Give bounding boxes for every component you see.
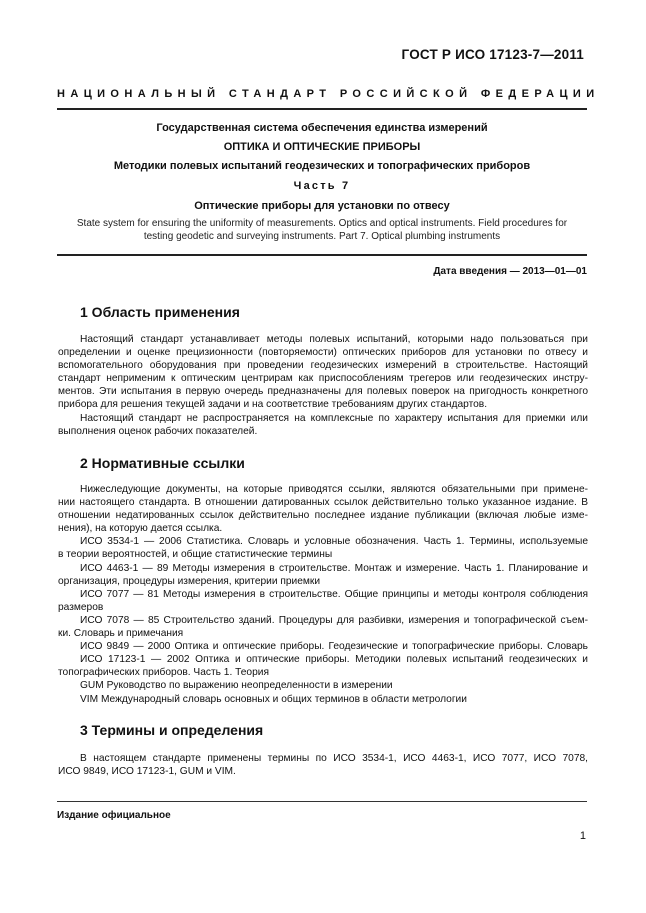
section-1-heading: 1 Область применения [80, 304, 240, 320]
optics-title: ОПТИКА И ОПТИЧЕСКИЕ ПРИБОРЫ [223, 141, 421, 153]
reference-line: VIM Международный словарь основных и общих терминов в области метрологии [80, 693, 467, 705]
text-line: стандарт неприменим к оптическим центрирам как приспособлениям трегеров или геодезических инстру- [58, 373, 588, 385]
footer-rule [57, 801, 587, 802]
section-2-body [58, 483, 588, 706]
system-title: Государственная система обеспечения единства измерений [156, 122, 488, 134]
english-title-line: testing geodetic and surveying instruments. Part 7. Optical plumbing instruments [143, 230, 501, 242]
reference-line: в теории вероятностей, и общие статистические термины [58, 549, 333, 561]
subject-title: Оптические приборы для установки по отвесу [194, 200, 450, 212]
reference-line: ИСО 4463-1 — 89 Методы измерения в строительстве. Монтаж и измерение. Часть 1. Планирование и [80, 562, 588, 574]
title-rule [57, 254, 587, 256]
text-line: ментов. Эти испытания в первую очередь предназначены для полевых поверок на пригодность конкретного [58, 386, 588, 398]
text-line: В настоящем стандарте применены термины по ИСО 3534-1, ИСО 4463-1, ИСО 7077, ИСО 7078, [80, 753, 588, 764]
text-line: Настоящий стандарт устанавливает методы полевых испытаний, которыми надо пользоваться при [80, 334, 588, 345]
text-line: нии настоящего стандарта. В отношении датированных ссылок действительно только указанное издание. В [58, 497, 588, 509]
text-line: выполнения оценок рабочих показателей. [58, 425, 258, 437]
page-number: 1 [579, 830, 586, 842]
reference-line: ИСО 7078 — 85 Строительство зданий. Процедуры для разбивки, измерения и топографической съем- [80, 614, 588, 626]
national-standard-banner: НАЦИОНАЛЬНЫЙ СТАНДАРТ РОССИЙСКОЙ ФЕДЕРАЦИИ [57, 88, 600, 100]
text-line: прибора для решения текущей задачи и на соответствие требованиям других стандартов. [58, 399, 488, 411]
reference-line: ИСО 3534-1 — 2006 Статистика. Словарь и условные обозначения. Часть 1. Термины, используемые [80, 536, 588, 548]
reference-line: ИСО 7077 — 81 Методы измерения в строительстве. Общие принципы и методы контроля соблюдения [80, 588, 588, 600]
text-line: Настоящий стандарт не распространяется на комплексные по характеру испытания для приемки или [80, 412, 588, 424]
reference-line: размеров [58, 601, 104, 613]
part-title: Часть 7 [293, 180, 351, 192]
methods-title: Методики полевых испытаний геодезических и топографических приборов [113, 160, 531, 172]
text-line: ИСО 9849, ИСО 17123-1, GUM и VIM. [58, 766, 236, 778]
reference-line: ки. Словарь и примечания [58, 628, 184, 640]
reference-line: GUM Руководство по выражению неопределенности в измерении [80, 680, 393, 692]
text-line: определении и оценке прецизионности (повторяемости) оптических приборов для установки по отвесу и [58, 347, 588, 359]
english-title-line: State system for ensuring the uniformity of measurements. Optics and optical instruments. Field procedures for [76, 218, 568, 229]
section-3-body [58, 752, 588, 778]
text-line: вспомогательного оборудования при проведении геодезических измерений в строительстве. Настоящий [58, 360, 588, 372]
official-edition-label: Издание официальное [57, 810, 171, 821]
banner-rule [57, 108, 587, 110]
text-line: нения), на которую дается ссылка. [58, 523, 223, 535]
reference-line: ИСО 17123-1 — 2002 Оптика и оптические приборы. Методики полевых испытаний геодезических и [80, 654, 588, 666]
reference-line: организация, процедуры измерения, критерии приемки [58, 575, 321, 587]
section-2-heading: 2 Нормативные ссылки [80, 455, 245, 471]
section-3-heading: 3 Термины и определения [80, 722, 264, 738]
text-line: отношении недатированных ссылок действительно последнее издание публикации (включая любые изме- [58, 510, 588, 522]
text-line: Нижеследующие документы, на которые приводятся ссылки, являются обязательными при примене- [80, 484, 588, 495]
reference-line: ИСО 9849 — 2000 Оптика и оптические приборы. Геодезические и топографические приборы. Словарь [80, 641, 588, 653]
section-1-body [58, 333, 588, 438]
standard-code: ГОСТ Р ИСО 17123-7—2011 [401, 47, 584, 62]
introduction-date: Дата введения — 2013—01—01 [433, 266, 587, 277]
english-title [57, 218, 587, 243]
reference-line: топографических приборов. Часть 1. Теория [58, 667, 269, 679]
